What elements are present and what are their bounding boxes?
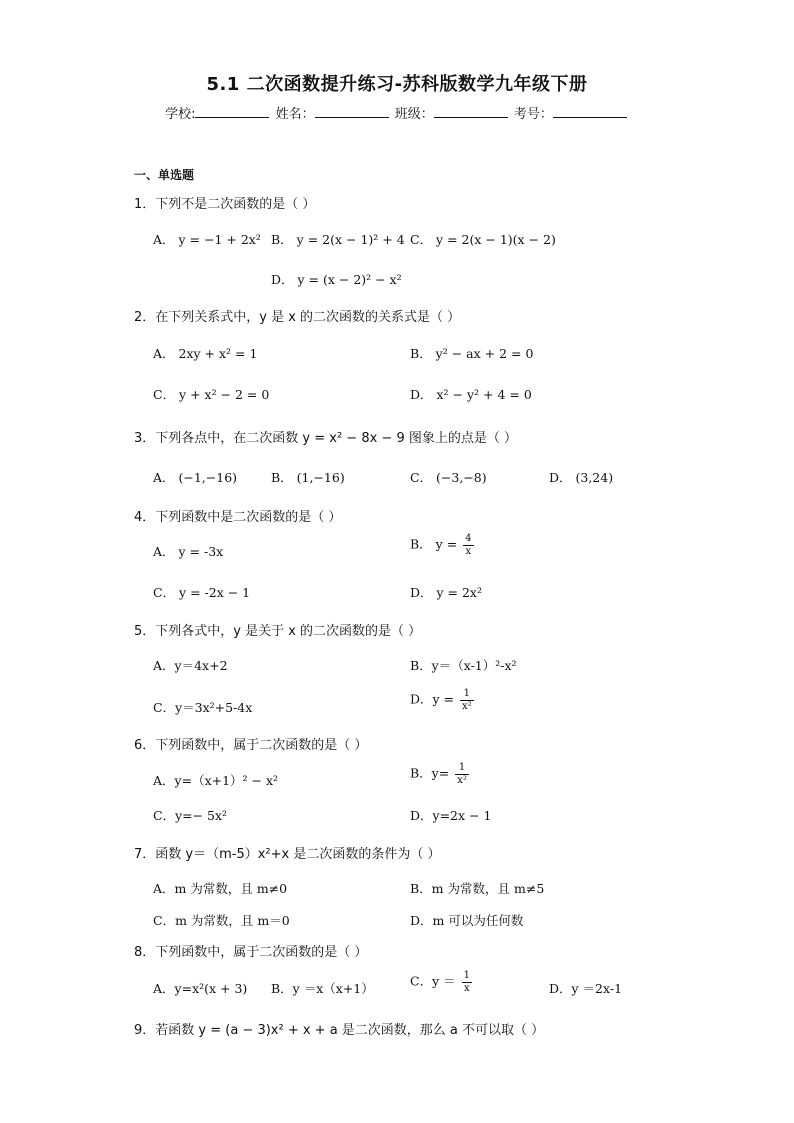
- question-4-stem: 4．下列函数中是二次函数的是（ ）: [134, 510, 342, 525]
- question-5-option-b: B．y＝（x-1）²-x²: [410, 658, 517, 673]
- question-9-stem: 9．若函数 y = (a − 3)x² + x + a 是二次函数，那么 a 不可以取（ ）: [134, 1023, 545, 1038]
- question-7-option-c: C．m 为常数，且 m＝0: [153, 913, 290, 928]
- exam-number-blank: [553, 104, 627, 118]
- fraction-numerator: 4: [465, 533, 472, 544]
- question-8-option-c-fraction: [462, 970, 472, 994]
- name-label: 姓名：: [275, 107, 315, 122]
- name-blank: [315, 104, 389, 118]
- question-7-option-d: D．m 可以为任何数: [410, 913, 524, 928]
- question-5-option-d-prefix: D．y =: [410, 691, 455, 707]
- question-4-option-b-prefix: B． y =: [410, 536, 458, 552]
- question-5-option-d: [410, 688, 474, 712]
- question-6-option-b-prefix: B．y=: [410, 765, 450, 781]
- question-1-option-d: D． y = (x − 2)² − x²: [271, 272, 402, 287]
- class-label: 班级：: [394, 107, 434, 122]
- question-3-stem: 3．下列各点中，在二次函数 y = x² − 8x − 9 图象上的点是（ ）: [134, 431, 517, 446]
- question-2-stem: 2．在下列关系式中，y 是 x 的二次函数的关系式是（ ）: [134, 310, 461, 325]
- section-heading: 一、单选题: [134, 168, 195, 182]
- question-1-option-b: B． y = 2(x − 1)² + 4: [271, 232, 405, 247]
- question-7-stem: 7．函数 y＝（m-5）x²+x 是二次函数的条件为（ ）: [134, 847, 441, 862]
- question-2-option-c: C． y + x² − 2 = 0: [153, 387, 270, 402]
- question-8-option-d: D．y ＝2x-1: [549, 981, 623, 996]
- question-8-option-a: A．y=x²(x + 3): [153, 981, 248, 996]
- fraction-denominator: x: [463, 982, 470, 994]
- question-5-option-a: A．y＝4x+2: [153, 658, 228, 673]
- question-8-option-c-prefix: C．y ＝: [410, 973, 456, 989]
- question-4-option-a: A． y = -3x: [153, 544, 224, 559]
- school-label: 学校:: [165, 107, 196, 122]
- question-2-option-b: B． y² − ax + 2 = 0: [410, 346, 534, 361]
- question-6-option-b: [410, 762, 469, 786]
- question-4-option-b-fraction: [463, 533, 473, 557]
- question-3-option-a: A． (−1,−16): [153, 470, 238, 485]
- page-title: 5.1 二次函数提升练习-苏科版数学九年级下册: [206, 74, 588, 95]
- question-6-option-c: C．y=− 5x²: [153, 808, 228, 823]
- fraction-numerator: 1: [455, 762, 469, 775]
- question-6-option-d: D．y=2x − 1: [410, 808, 492, 823]
- question-3-option-c: C． (−3,−8): [410, 470, 487, 485]
- question-8-option-b: B．y ＝x（x+1）: [271, 981, 374, 996]
- question-1-option-a: A． y = −1 + 2x²: [153, 232, 261, 247]
- question-7-option-b: B．m 为常数，且 m≠5: [410, 881, 545, 896]
- question-4-option-d: D． y = 2x²: [410, 585, 482, 600]
- question-7-option-a: A．m 为常数，且 m≠0: [153, 881, 288, 896]
- question-2-option-d: D． x² − y² + 4 = 0: [410, 387, 532, 402]
- fraction-numerator: 1: [460, 688, 474, 701]
- fraction-denominator: x²: [457, 774, 467, 786]
- fraction-numerator: 1: [463, 970, 470, 981]
- question-2-option-a: A． 2xy + x² = 1: [153, 346, 258, 361]
- question-5-option-c: C．y＝3x²+5-4x: [153, 700, 253, 715]
- question-6-option-b-fraction: [455, 762, 469, 786]
- fraction-denominator: x: [465, 545, 472, 557]
- question-4-option-c: C． y = -2x − 1: [153, 585, 251, 600]
- question-3-option-d: D． (3,24): [549, 470, 614, 485]
- question-1-option-c: C． y = 2(x − 1)(x − 2): [410, 232, 556, 247]
- question-6-stem: 6．下列函数中，属于二次函数的是（ ）: [134, 738, 368, 753]
- school-blank: [195, 104, 269, 118]
- exam-number-label: 考号：: [513, 107, 553, 122]
- question-8-stem: 8．下列函数中，属于二次函数的是（ ）: [134, 945, 368, 960]
- question-3-option-b: B． (1,−16): [271, 470, 345, 485]
- question-6-option-a: A．y=（x+1）² − x²: [153, 773, 279, 788]
- question-4-option-b: [410, 533, 474, 557]
- class-blank: [434, 104, 508, 118]
- question-5-option-d-fraction: [460, 688, 474, 712]
- student-info-line: [0, 103, 794, 122]
- question-5-stem: 5．下列各式中，y 是关于 x 的二次函数的是（ ）: [134, 624, 422, 639]
- question-1-stem: 1．下列不是二次函数的是（ ）: [134, 197, 316, 212]
- question-8-option-c: [410, 970, 472, 994]
- fraction-denominator: x²: [462, 700, 472, 712]
